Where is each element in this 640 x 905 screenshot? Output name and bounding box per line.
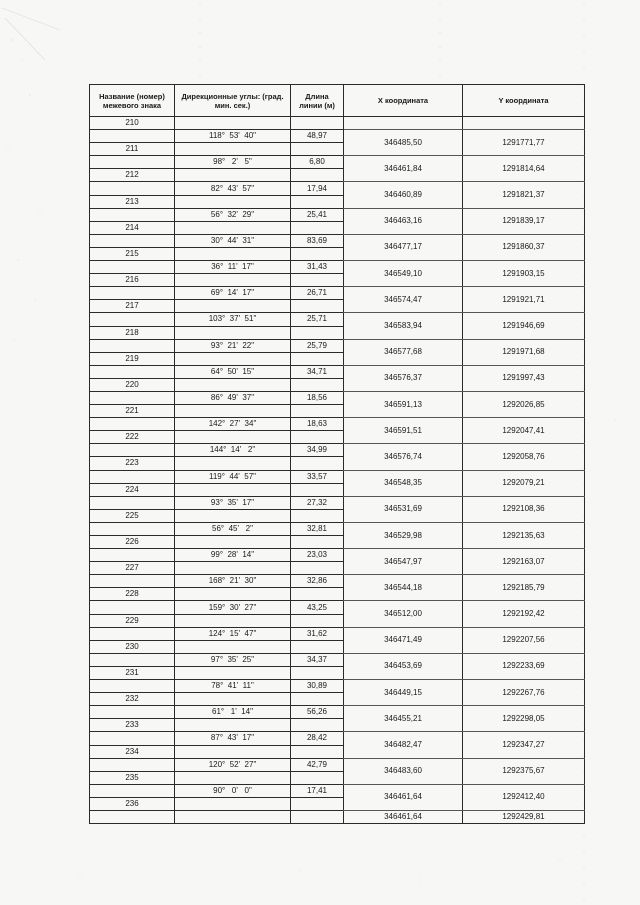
y-coordinate-cell: 1291860,37 <box>463 234 585 260</box>
y-coordinate-cell: 1292298,05 <box>463 706 585 732</box>
empty-cell <box>291 405 344 418</box>
table-row <box>90 653 585 666</box>
empty-cell <box>175 247 291 260</box>
x-coordinate-cell: 346460,89 <box>344 182 463 208</box>
empty-cell <box>90 706 175 719</box>
empty-cell <box>90 391 175 404</box>
table-row <box>90 208 585 221</box>
header-direction-angle: Дирекционные углы: (град. мин. сек.) <box>175 85 291 117</box>
x-coordinate-cell: 346461,64 <box>344 810 463 823</box>
empty-cell <box>90 182 175 195</box>
empty-cell <box>291 300 344 313</box>
line-length-cell: 43,25 <box>291 601 344 614</box>
empty-cell <box>175 195 291 208</box>
line-length-cell: 17,94 <box>291 182 344 195</box>
table-row <box>90 117 585 130</box>
y-coordinate-cell: 1292412,40 <box>463 784 585 810</box>
table-row <box>90 287 585 300</box>
empty-cell <box>291 483 344 496</box>
point-name-cell: 215 <box>90 247 175 260</box>
y-coordinate-cell: 1291946,69 <box>463 313 585 339</box>
table-row <box>90 522 585 535</box>
y-coordinate-cell: 1291903,15 <box>463 261 585 287</box>
empty-cell <box>291 719 344 732</box>
point-name-cell: 216 <box>90 274 175 287</box>
empty-cell <box>90 732 175 745</box>
direction-angle-cell: 120° 52' 27" <box>175 758 291 771</box>
empty-cell <box>90 680 175 693</box>
empty-cell <box>291 143 344 156</box>
point-name-cell: 218 <box>90 326 175 339</box>
line-length-cell: 17,41 <box>291 784 344 797</box>
point-name-cell: 235 <box>90 771 175 784</box>
x-coordinate-cell: 346477,17 <box>344 234 463 260</box>
x-coordinate-cell: 346529,98 <box>344 522 463 548</box>
empty-cell <box>90 313 175 326</box>
empty-cell <box>291 614 344 627</box>
point-name-cell: 229 <box>90 614 175 627</box>
empty-cell <box>90 522 175 535</box>
line-length-cell: 18,63 <box>291 418 344 431</box>
empty-cell <box>291 378 344 391</box>
direction-angle-cell: 99° 28' 14" <box>175 549 291 562</box>
x-coordinate-cell: 346512,00 <box>344 601 463 627</box>
empty-cell <box>291 588 344 601</box>
line-length-cell: 33,57 <box>291 470 344 483</box>
table-header-row <box>90 85 585 117</box>
line-length-cell: 25,71 <box>291 313 344 326</box>
y-coordinate-cell: 1292267,76 <box>463 680 585 706</box>
empty-cell <box>90 418 175 431</box>
x-coordinate-cell: 346483,60 <box>344 758 463 784</box>
line-length-cell: 34,37 <box>291 653 344 666</box>
line-length-cell: 42,79 <box>291 758 344 771</box>
empty-cell <box>463 117 585 130</box>
line-length-cell: 48,97 <box>291 130 344 143</box>
empty-cell <box>291 745 344 758</box>
x-coordinate-cell: 346531,69 <box>344 496 463 522</box>
header-point-name: Название (номер) межевого знака <box>90 85 175 117</box>
empty-cell <box>291 693 344 706</box>
x-coordinate-cell: 346576,74 <box>344 444 463 470</box>
point-name-cell: 221 <box>90 405 175 418</box>
empty-cell <box>175 810 291 823</box>
direction-angle-cell: 56° 45' 2" <box>175 522 291 535</box>
empty-cell <box>175 797 291 810</box>
line-length-cell: 28,42 <box>291 732 344 745</box>
empty-cell <box>291 771 344 784</box>
empty-cell <box>90 339 175 352</box>
line-length-cell: 32,81 <box>291 522 344 535</box>
direction-angle-cell: 93° 21' 22" <box>175 339 291 352</box>
x-coordinate-cell: 346544,18 <box>344 575 463 601</box>
point-name-cell: 236 <box>90 797 175 810</box>
table-row <box>90 313 585 326</box>
empty-cell <box>90 470 175 483</box>
empty-cell <box>344 117 463 130</box>
header-y-coordinate: Y координата <box>463 85 585 117</box>
table-row <box>90 156 585 169</box>
empty-cell <box>90 758 175 771</box>
empty-cell <box>291 195 344 208</box>
direction-angle-cell: 87° 43' 17" <box>175 732 291 745</box>
y-coordinate-cell: 1292108,36 <box>463 496 585 522</box>
empty-cell <box>175 745 291 758</box>
x-coordinate-cell: 346449,15 <box>344 680 463 706</box>
x-coordinate-cell: 346549,10 <box>344 261 463 287</box>
line-length-cell: 34,71 <box>291 365 344 378</box>
direction-angle-cell: 144° 14' 2" <box>175 444 291 457</box>
y-coordinate-cell: 1292163,07 <box>463 549 585 575</box>
point-name-cell: 213 <box>90 195 175 208</box>
empty-cell <box>175 719 291 732</box>
direction-angle-cell: 69° 14' 17" <box>175 287 291 300</box>
empty-cell <box>175 562 291 575</box>
x-coordinate-cell: 346591,51 <box>344 418 463 444</box>
empty-cell <box>90 627 175 640</box>
empty-cell <box>175 614 291 627</box>
empty-cell <box>90 261 175 274</box>
table-row <box>90 234 585 247</box>
table-row <box>90 575 585 588</box>
empty-cell <box>175 352 291 365</box>
y-coordinate-cell: 1292047,41 <box>463 418 585 444</box>
boundary-coordinates-table <box>89 84 585 824</box>
point-name-cell: 228 <box>90 588 175 601</box>
empty-cell <box>291 536 344 549</box>
empty-cell <box>90 601 175 614</box>
empty-cell <box>291 326 344 339</box>
empty-cell <box>175 221 291 234</box>
empty-cell <box>175 274 291 287</box>
point-name-cell: 219 <box>90 352 175 365</box>
table-row <box>90 549 585 562</box>
y-coordinate-cell: 1291821,37 <box>463 182 585 208</box>
table-row <box>90 130 585 143</box>
table-row <box>90 444 585 457</box>
empty-cell <box>90 156 175 169</box>
empty-cell <box>90 575 175 588</box>
table-row <box>90 418 585 431</box>
point-name-cell: 220 <box>90 378 175 391</box>
direction-angle-cell: 30° 44' 31" <box>175 234 291 247</box>
empty-cell <box>175 431 291 444</box>
x-coordinate-cell: 346461,64 <box>344 784 463 810</box>
empty-cell <box>90 496 175 509</box>
table-row <box>90 601 585 614</box>
point-name-cell: 224 <box>90 483 175 496</box>
line-length-cell: 31,43 <box>291 261 344 274</box>
y-coordinate-cell: 1291814,64 <box>463 156 585 182</box>
direction-angle-cell: 36° 11' 17" <box>175 261 291 274</box>
x-coordinate-cell: 346471,49 <box>344 627 463 653</box>
x-coordinate-cell: 346463,16 <box>344 208 463 234</box>
empty-cell <box>175 457 291 470</box>
direction-angle-cell: 103° 37' 51" <box>175 313 291 326</box>
point-name-cell: 226 <box>90 536 175 549</box>
table-row <box>90 732 585 745</box>
point-name-cell: 231 <box>90 666 175 679</box>
table-row <box>90 182 585 195</box>
table-row <box>90 470 585 483</box>
point-name-cell: 230 <box>90 640 175 653</box>
empty-cell <box>175 693 291 706</box>
direction-angle-cell: 159° 30' 27" <box>175 601 291 614</box>
header-x-coordinate: X координата <box>344 85 463 117</box>
direction-angle-cell: 61° 1' 14" <box>175 706 291 719</box>
y-coordinate-cell: 1291771,77 <box>463 130 585 156</box>
empty-cell <box>90 444 175 457</box>
line-length-cell: 23,03 <box>291 549 344 562</box>
table-row <box>90 680 585 693</box>
empty-cell <box>175 509 291 522</box>
direction-angle-cell: 82° 43' 57" <box>175 182 291 195</box>
direction-angle-cell: 98° 2' 5" <box>175 156 291 169</box>
line-length-cell: 25,79 <box>291 339 344 352</box>
point-name-cell: 217 <box>90 300 175 313</box>
empty-cell <box>90 130 175 143</box>
empty-cell <box>175 405 291 418</box>
direction-angle-cell: 124° 15' 47" <box>175 627 291 640</box>
line-length-cell: 26,71 <box>291 287 344 300</box>
x-coordinate-cell: 346548,35 <box>344 470 463 496</box>
table-row <box>90 706 585 719</box>
header-line-length: Длина линии (м) <box>291 85 344 117</box>
line-length-cell: 83,69 <box>291 234 344 247</box>
empty-cell <box>291 457 344 470</box>
x-coordinate-cell: 346576,37 <box>344 365 463 391</box>
direction-angle-cell: 78° 41' 11" <box>175 680 291 693</box>
x-coordinate-cell: 346453,69 <box>344 653 463 679</box>
direction-angle-cell: 119° 44' 57" <box>175 470 291 483</box>
empty-cell <box>175 300 291 313</box>
x-coordinate-cell: 346482,47 <box>344 732 463 758</box>
table-row <box>90 758 585 771</box>
empty-cell <box>90 365 175 378</box>
table-row <box>90 261 585 274</box>
y-coordinate-cell: 1292233,69 <box>463 653 585 679</box>
x-coordinate-cell: 346574,47 <box>344 287 463 313</box>
empty-cell <box>291 274 344 287</box>
x-coordinate-cell: 346461,84 <box>344 156 463 182</box>
direction-angle-cell: 97° 35' 25" <box>175 653 291 666</box>
empty-cell <box>175 143 291 156</box>
empty-cell <box>291 509 344 522</box>
line-length-cell: 34,99 <box>291 444 344 457</box>
empty-cell <box>90 234 175 247</box>
y-coordinate-cell: 1292079,21 <box>463 470 585 496</box>
line-length-cell: 18,56 <box>291 391 344 404</box>
empty-cell <box>175 326 291 339</box>
y-coordinate-cell: 1291839,17 <box>463 208 585 234</box>
point-name-cell: 233 <box>90 719 175 732</box>
empty-cell <box>90 784 175 797</box>
y-coordinate-cell: 1292026,85 <box>463 391 585 417</box>
point-name-cell: 212 <box>90 169 175 182</box>
x-coordinate-cell: 346455,21 <box>344 706 463 732</box>
point-name-cell: 223 <box>90 457 175 470</box>
empty-cell <box>291 810 344 823</box>
direction-angle-cell: 56° 32' 29" <box>175 208 291 221</box>
empty-cell <box>90 287 175 300</box>
x-coordinate-cell: 346583,94 <box>344 313 463 339</box>
line-length-cell: 32,86 <box>291 575 344 588</box>
line-length-cell: 56,26 <box>291 706 344 719</box>
empty-cell <box>291 797 344 810</box>
empty-cell <box>175 483 291 496</box>
x-coordinate-cell: 346547,97 <box>344 549 463 575</box>
table-row <box>90 627 585 640</box>
empty-cell <box>291 352 344 365</box>
empty-cell <box>175 536 291 549</box>
empty-cell <box>291 562 344 575</box>
empty-cell <box>175 588 291 601</box>
table-row <box>90 365 585 378</box>
empty-cell <box>291 640 344 653</box>
point-name-cell: 222 <box>90 431 175 444</box>
direction-angle-cell: 90° 0' 0" <box>175 784 291 797</box>
y-coordinate-cell: 1291997,43 <box>463 365 585 391</box>
point-name-cell: 225 <box>90 509 175 522</box>
direction-angle-cell: 86° 49' 37" <box>175 391 291 404</box>
direction-angle-cell: 142° 27' 34" <box>175 418 291 431</box>
empty-cell <box>90 653 175 666</box>
empty-cell <box>175 378 291 391</box>
table-row <box>90 784 585 797</box>
point-name-cell: 211 <box>90 143 175 156</box>
empty-cell <box>175 666 291 679</box>
table-row <box>90 810 585 823</box>
direction-angle-cell: 168° 21' 30" <box>175 575 291 588</box>
table-body <box>90 117 585 824</box>
direction-angle-cell: 64° 50' 15" <box>175 365 291 378</box>
empty-cell <box>175 169 291 182</box>
empty-cell <box>90 810 175 823</box>
point-name-cell: 234 <box>90 745 175 758</box>
empty-cell <box>175 117 291 130</box>
y-coordinate-cell: 1292135,63 <box>463 522 585 548</box>
x-coordinate-cell: 346577,68 <box>344 339 463 365</box>
table-row <box>90 496 585 509</box>
line-length-cell: 6,80 <box>291 156 344 169</box>
table-row <box>90 391 585 404</box>
direction-angle-cell: 93° 35' 17" <box>175 496 291 509</box>
line-length-cell: 30,89 <box>291 680 344 693</box>
empty-cell <box>291 169 344 182</box>
line-length-cell: 31,62 <box>291 627 344 640</box>
empty-cell <box>291 221 344 234</box>
table-row <box>90 339 585 352</box>
line-length-cell: 27,32 <box>291 496 344 509</box>
y-coordinate-cell: 1292347,27 <box>463 732 585 758</box>
empty-cell <box>90 208 175 221</box>
y-coordinate-cell: 1292375,67 <box>463 758 585 784</box>
y-coordinate-cell: 1292207,56 <box>463 627 585 653</box>
point-name-cell: 214 <box>90 221 175 234</box>
empty-cell <box>291 247 344 260</box>
empty-cell <box>291 431 344 444</box>
point-name-cell: 232 <box>90 693 175 706</box>
y-coordinate-cell: 1291921,71 <box>463 287 585 313</box>
empty-cell <box>175 771 291 784</box>
point-name-cell: 227 <box>90 562 175 575</box>
x-coordinate-cell: 346485,50 <box>344 130 463 156</box>
y-coordinate-cell: 1292192,42 <box>463 601 585 627</box>
direction-angle-cell: 118° 53' 40" <box>175 130 291 143</box>
x-coordinate-cell: 346591,13 <box>344 391 463 417</box>
point-name-cell: 210 <box>90 117 175 130</box>
empty-cell <box>175 640 291 653</box>
line-length-cell: 25,41 <box>291 208 344 221</box>
empty-cell <box>90 549 175 562</box>
empty-cell <box>291 117 344 130</box>
empty-cell <box>291 666 344 679</box>
y-coordinate-cell: 1292185,79 <box>463 575 585 601</box>
y-coordinate-cell: 1292058,76 <box>463 444 585 470</box>
y-coordinate-cell: 1291971,68 <box>463 339 585 365</box>
y-coordinate-cell: 1292429,81 <box>463 810 585 823</box>
